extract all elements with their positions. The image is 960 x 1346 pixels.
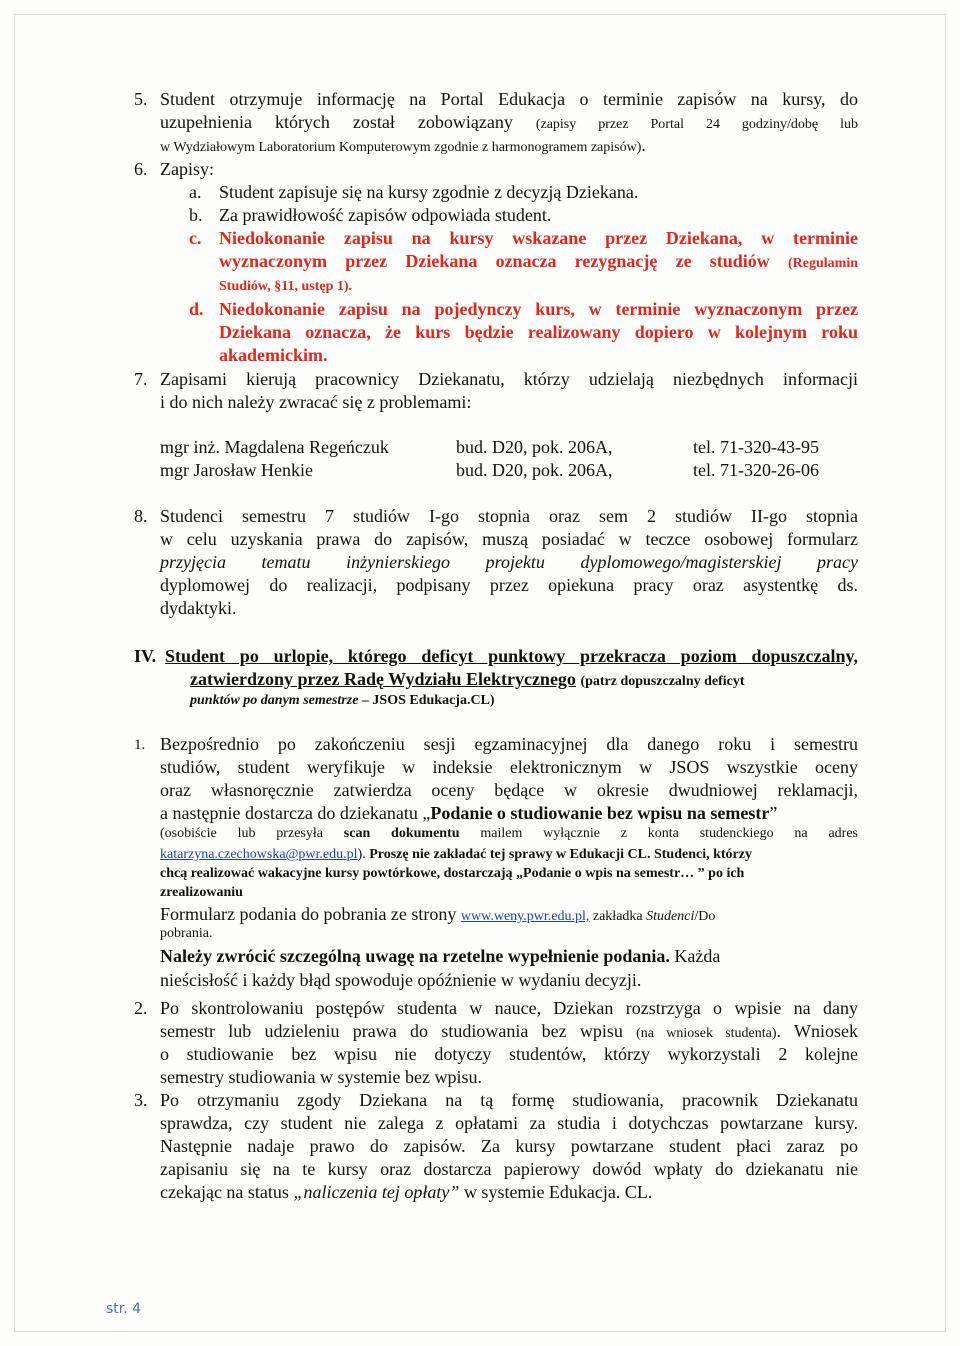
iv-1-line-6b: Proszę nie zakładać tej sprawy w Edukacji CL. Studenci, którzy — [369, 847, 752, 862]
contact-2-phone: tel. 71-320-26-06 — [693, 460, 819, 480]
item-6c-line-2a: wyznaczonym przez Dziekana oznacza rezygnację ze studiów — [219, 251, 770, 271]
iv-1-line-9d: /Do — [694, 909, 716, 924]
iv-2-line-2c: . Wniosek — [776, 1021, 858, 1041]
item-8-line-1: Studenci semestru 7 studiów I-go stopnia oraz sem 2 studiów II-go stopnia — [160, 506, 858, 526]
website-link[interactable]: www.weny.pwr.edu.pl, — [460, 909, 590, 924]
section-iv-line-2b: (patrz dopuszczalny deficyt — [580, 674, 745, 689]
iv-1-line-6 — [160, 845, 858, 865]
item-6c-line-2b: (Regulamin — [788, 256, 859, 271]
section-iv-number: IV. — [134, 646, 157, 666]
item-6d-label: d. — [189, 299, 204, 319]
iv-1-line-5c: mailem wyłącznie z konta studenckiego na adres — [459, 826, 858, 841]
item-6d-line-2: Dziekana oznacza, że kurs będzie realizowany dopiero w kolejnym roku — [219, 322, 858, 342]
item-5-line-3-text: w Wydziałowym Laboratorium Komputerowym zgodnie z harmonogramem zapisów) — [160, 140, 642, 155]
section-iv-line-3 — [190, 689, 495, 712]
section-iv-line-3a: punktów po danym semestrze — [190, 693, 359, 708]
item-6c-line-3-text: Studiów, §11, ustęp 1). — [219, 279, 353, 294]
item-5-line-2b: (zapisy przez Portal 24 godziny/dobę lub — [535, 117, 859, 132]
item-6b-label: b. — [189, 205, 203, 225]
contact-2-building: bud. D20, pok. 206A, — [456, 460, 613, 480]
item-6a-text: Student zapisuje się na kursy zgodnie z decyzją Dziekana. — [219, 182, 639, 202]
iv-3-line-5b: „naliczenia tej opłaty” — [293, 1182, 460, 1202]
item-8-line-2: w celu uzyskania prawa do zapisów, muszą posiadać w teczce osobowej formularz — [160, 529, 858, 549]
item-6d-line-3: akademickim. — [219, 345, 328, 365]
iv-2-line-2b: (na wniosek studenta) — [636, 1026, 777, 1041]
contact-1-phone: tel. 71-320-43-95 — [693, 437, 819, 457]
item-5-number: 5. — [134, 89, 148, 109]
iv-2-line-2a: semestr lub udzieleniu prawa do studiowania bez wpisu — [160, 1021, 637, 1041]
item-5-line-2a: uzupełnienia których został zobowiązany — [160, 112, 513, 132]
iv-1-line-7: chcą realizować wakacyjne kursy powtórkowe, dostarczają „Podanie o wpis na semestr… ” po ich — [160, 866, 745, 881]
section-iv-line-3b: – JSOS Edukacja.CL) — [358, 693, 495, 708]
iv-3-number: 3. — [134, 1090, 148, 1110]
iv-2-line-1: Po skontrolowaniu postępów studenta w nauce, Dziekan rozstrzyga o wpisie na dany — [160, 998, 858, 1018]
item-6d-line-1: Niedokonanie zapisu na pojedynczy kurs, w terminie wyznaczonym przez — [219, 299, 858, 319]
section-iv-line-1: Student po urlopie, którego deficyt punktowy przekracza poziom dopuszczalny, — [165, 646, 858, 666]
page-number: str. 4 — [106, 1301, 142, 1317]
item-8-line-5: dydaktyki. — [160, 598, 237, 618]
iv-1-line-3: oraz własnoręcznie zatwierdza oceny będące w okresie dwudniowej reklamacji, — [160, 780, 858, 800]
iv-1-line-4a: a następnie dostarcza do dziekanatu „ — [160, 803, 431, 823]
item-7-number: 7. — [134, 369, 148, 389]
iv-1-line-4 — [160, 802, 777, 825]
iv-3-line-5c: w systemie Edukacja. CL. — [459, 1182, 653, 1202]
item-8-line-4: dyplomowej do realizacji, podpisany przez opiekuna pracy oraz asystentkę ds. — [160, 575, 858, 595]
item-5-line-1: Student otrzymuje informację na Portal Edukacja o terminie zapisów na kursy, do — [160, 89, 858, 109]
item-6c-line-1: Niedokonanie zapisu na kursy wskazane przez Dziekana, w terminie — [219, 228, 858, 248]
iv-1-line-1: Bezpośrednio po zakończeniu sesji egzaminacyjnej dla danego roku i semestru — [160, 734, 858, 754]
item-6a-label: a. — [189, 182, 202, 202]
item-6c-line-3 — [219, 273, 352, 298]
iv-1-line-4c: ” — [769, 803, 778, 823]
item-7-line-2: i do nich należy zwracać się z problemami: — [160, 392, 472, 412]
iv-3-line-3: Następnie nadaje prawo do zapisów. Za kursy powtarzane student płaci zaraz po — [160, 1136, 858, 1156]
iv-1-line-5 — [160, 824, 858, 844]
iv-3-line-1: Po otrzymaniu zgody Dziekana na tą formę studiowania, pracownik Dziekanatu — [160, 1090, 858, 1110]
item-6-title: Zapisy: — [160, 159, 214, 179]
item-8-number: 8. — [134, 506, 148, 526]
iv-1-line-4b: Podanie o studiowanie bez wpisu na semestr — [430, 803, 770, 823]
iv-3-line-5 — [160, 1181, 652, 1204]
iv-2-line-2 — [160, 1020, 858, 1045]
iv-1-line-6a: ). — [357, 847, 370, 862]
iv-1-line-11 — [160, 945, 720, 968]
iv-1-line-11a: Należy zwrócić szczególną uwagę na rzetelne wypełnienie podania. — [160, 946, 670, 966]
item-6-number: 6. — [134, 159, 148, 179]
contact-1-building: bud. D20, pok. 206A, — [456, 437, 613, 457]
iv-2-number: 2. — [134, 998, 148, 1018]
item-6c-line-2 — [219, 250, 858, 275]
iv-1-line-5a: (osobiście lub przesyła — [160, 826, 344, 841]
item-6c-label: c. — [189, 228, 202, 248]
iv-3-line-2: sprawdza, czy student nie zalega z opłatami za studia i dotychczas powtarzane kursy. — [160, 1113, 858, 1133]
item-6b-text: Za prawidłowość zapisów odpowiada student. — [219, 205, 552, 225]
iv-1-line-5b: scan dokumentu — [343, 826, 460, 841]
item-5-line-3-end: . — [641, 135, 646, 155]
contact-1-name: mgr inż. Magdalena Regeńczuk — [160, 437, 389, 457]
iv-1-line-9a: Formularz podania do pobrania ze strony — [160, 904, 461, 924]
iv-3-line-4: zapisaniu się na te kursy oraz dostarcza papierowy dowód wpłaty do dziekanatu nie — [160, 1159, 858, 1179]
iv-1-line-12: nieścisłość i każdy błąd spowoduje opóźnienie w wydaniu decyzji. — [160, 970, 642, 990]
email-link[interactable]: katarzyna.czechowska@pwr.edu.pl — [160, 847, 358, 862]
iv-1-line-9b: zakładka — [589, 909, 647, 924]
iv-2-line-3: o studiowanie bez wpisu nie dotyczy studentów, którzy wykorzystali 2 kolejne — [160, 1044, 858, 1064]
item-5-line-2 — [160, 111, 858, 136]
contact-2-name: mgr Jarosław Henkie — [160, 460, 313, 480]
iv-2-line-4: semestry studiowania w systemie bez wpisu. — [160, 1067, 482, 1087]
iv-1-line-8: zrealizowaniu — [160, 885, 243, 900]
iv-1-line-9 — [160, 903, 715, 928]
iv-3-line-5a: czekając na status — [160, 1182, 294, 1202]
iv-1-line-2: studiów, student weryfikuje w indeksie elektronicznym w JSOS wszystkie oceny — [160, 757, 858, 777]
iv-1-line-10: pobrania. — [160, 926, 213, 941]
iv-1-number: 1. — [134, 737, 146, 753]
item-8-line-3: przyjęcia tematu inżynierskiego projektu dyplomowego/magisterskiej pracy — [160, 552, 858, 572]
iv-1-line-9c: Studenci — [646, 909, 695, 924]
iv-1-line-11b: Każda — [669, 946, 721, 966]
section-iv-line-2a: zatwierdzony przez Radę Wydziału Elektrycznego — [190, 669, 576, 689]
item-5-line-3 — [160, 134, 646, 159]
item-7-line-1: Zapisami kierują pracownicy Dziekanatu, którzy udzielają niezbędnych informacji — [160, 369, 858, 389]
